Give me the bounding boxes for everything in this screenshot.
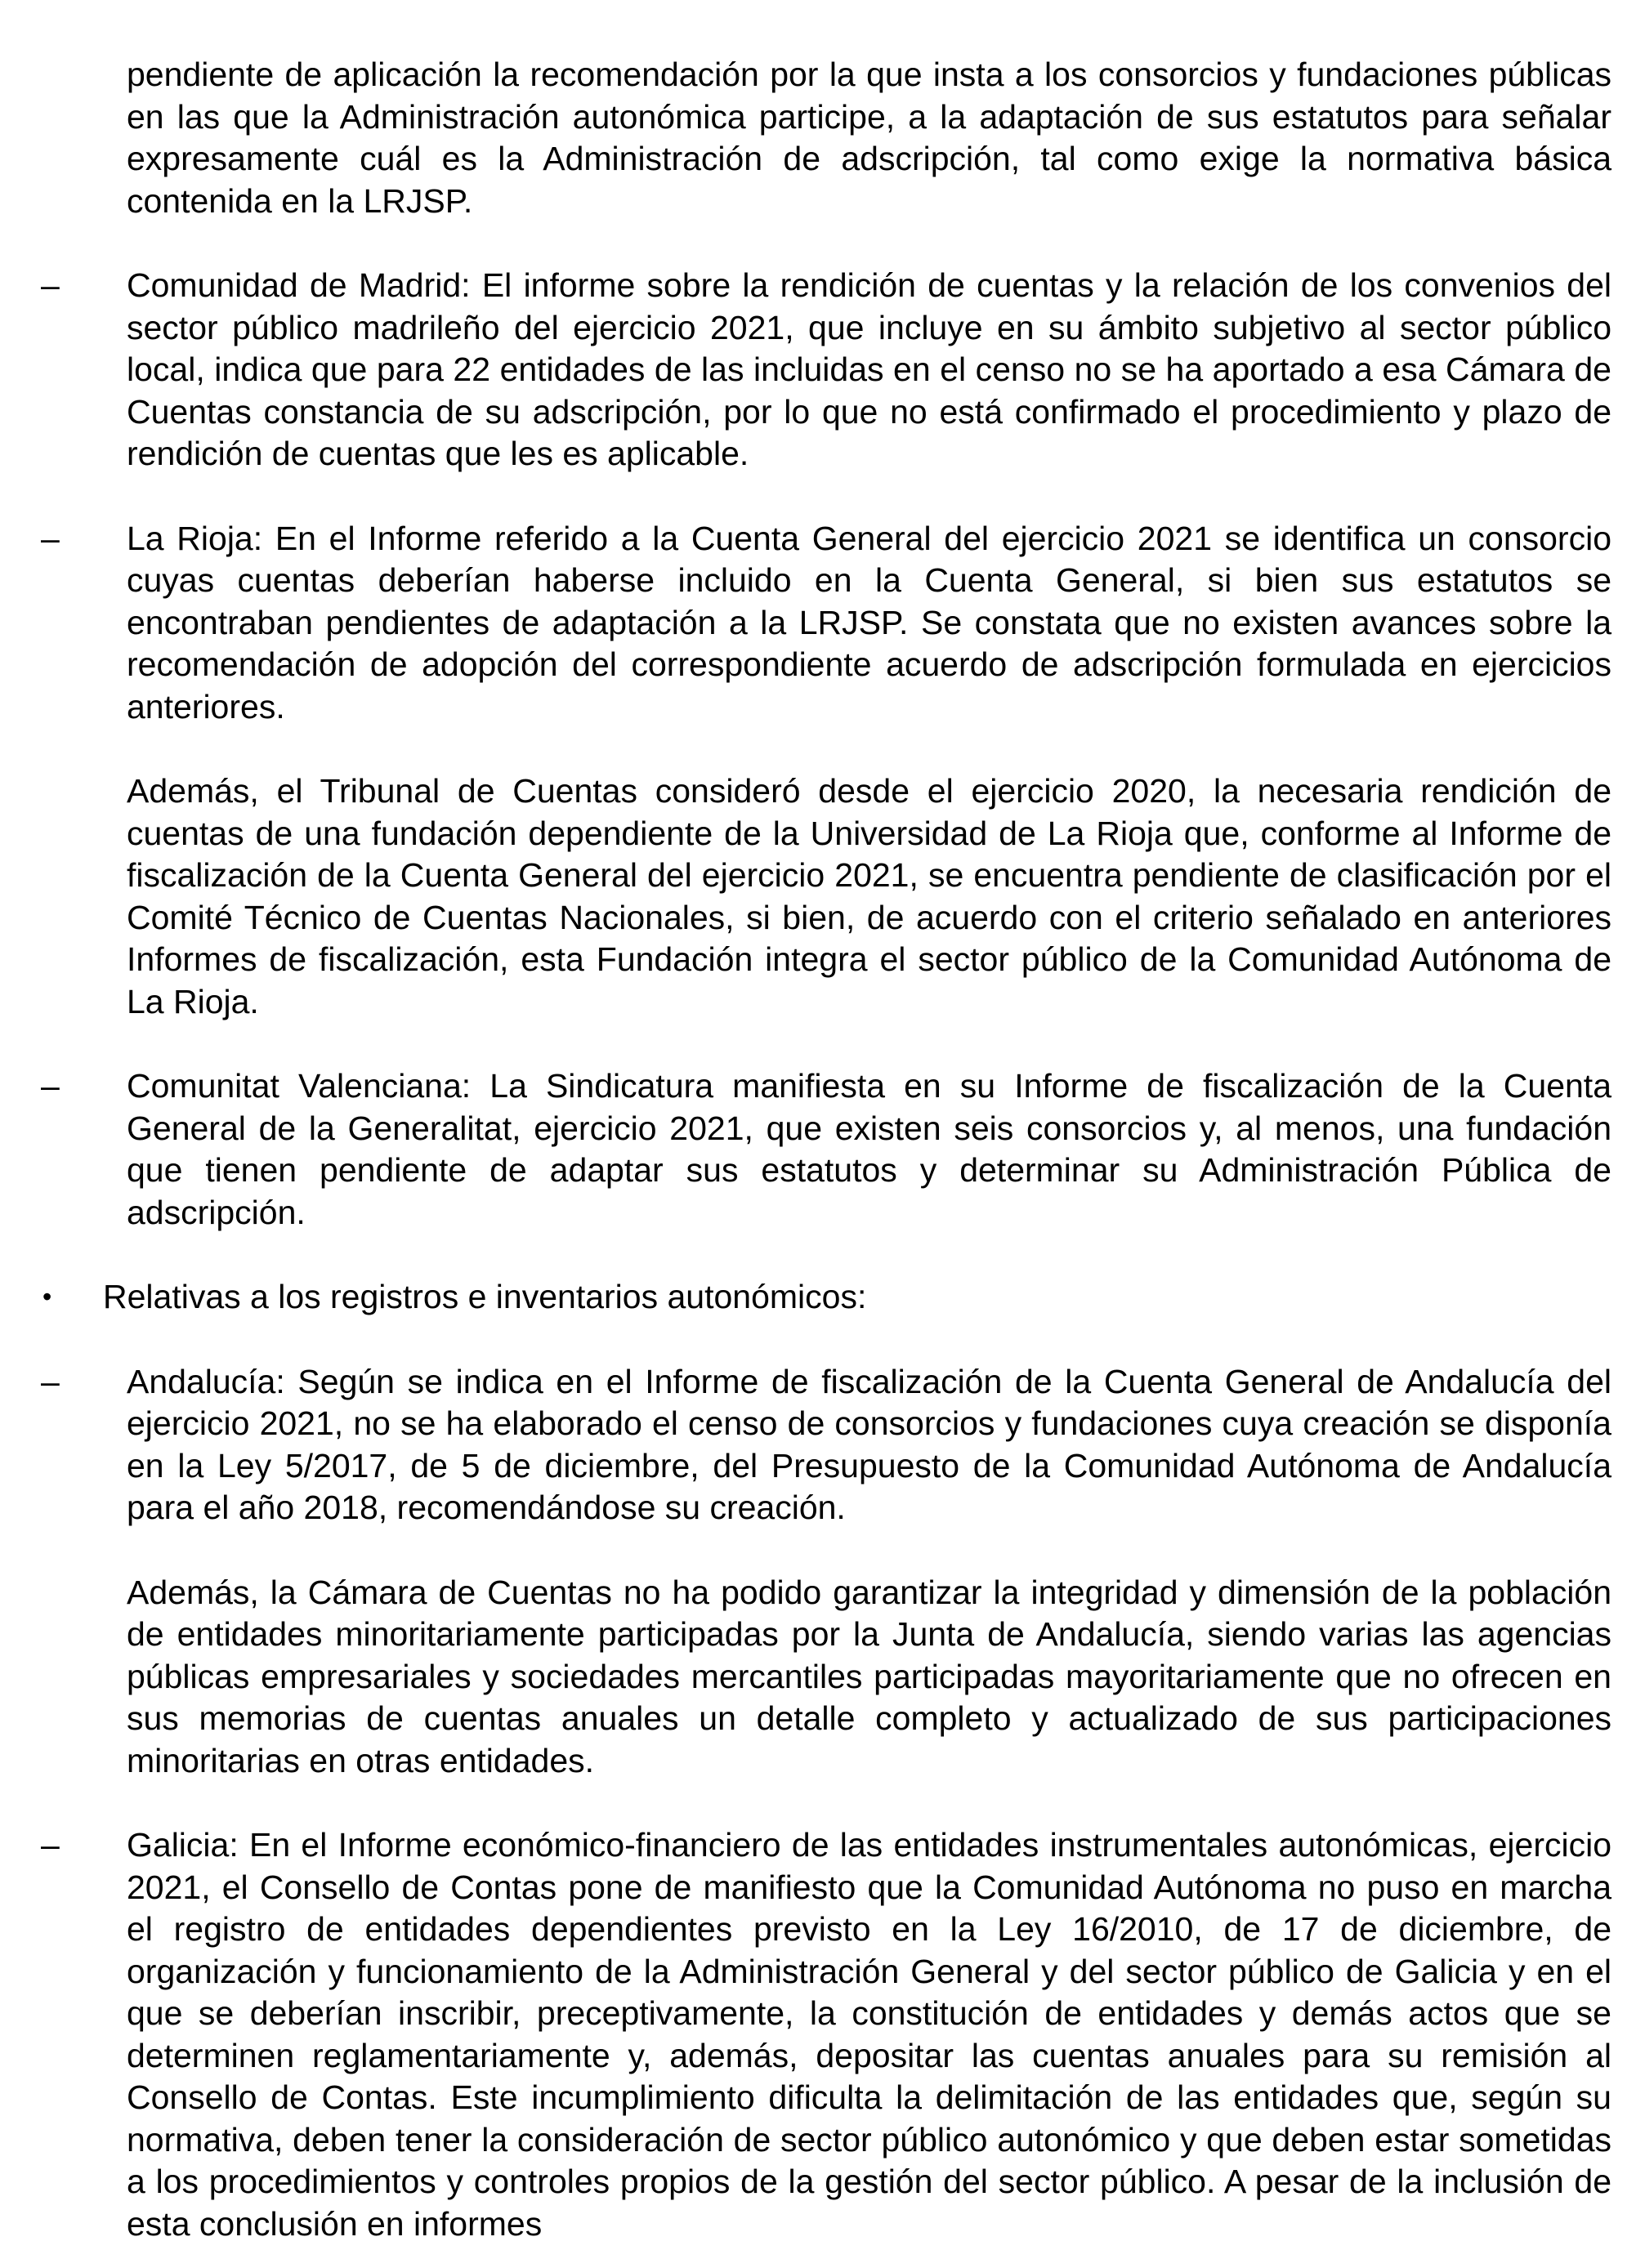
dash-item-andalucia [41, 1361, 1611, 1529]
paragraph-text: Comunidad de Madrid: El informe sobre la rendición de cuentas y la relación de los convenios del sector público madrileño del ejercicio 2021, que incluye en su ámbito subjetivo al sector público local, indica que para 22 entidades de las incluidas en el censo no se ha aportado a esa Cámara de Cuentas constancia de su adscripción, por lo que no está confirmado el procedimiento y plazo de rendición de cuentas que les es aplicable. [127, 266, 1611, 472]
paragraph-text: Además, la Cámara de Cuentas no ha podido garantizar la integridad y dimensión de la población de entidades minoritariamente participadas por la Junta de Andalucía, siendo varias las agencias públicas empresariales y sociedades mercantiles participadas mayoritariamente que no ofrecen en sus memorias de cuentas anuales un detalle completo y actualizado de sus participaciones minoritarias en otras entidades. [127, 1573, 1611, 1779]
document-body [41, 54, 1611, 2245]
paragraph-andalucia-additional [127, 1572, 1611, 1783]
dash-item-comunitat-valenciana [41, 1065, 1611, 1234]
dash-item-madrid [41, 265, 1611, 475]
bullet-item-registros [42, 1276, 1611, 1319]
dash-item-la-rioja [41, 518, 1611, 729]
dash-item-galicia [41, 1824, 1611, 2245]
bullet-marker: • [42, 1282, 52, 1311]
dash-marker: – [41, 1362, 60, 1400]
paragraph-text: Andalucía: Según se indica en el Informe de fiscalización de la Cuenta General de Andalucía del ejercicio 2021, no se ha elaborado el censo de consorcios y fundaciones cuya creación se disponía en la Ley 5/2017, de 5 de diciembre, del Presupuesto de la Comunidad Autónoma de Andalucía para el año 2018, recomendándose su creación. [127, 1362, 1611, 1526]
paragraph-text: Comunitat Valenciana: La Sindicatura manifiesta en su Informe de fiscalización de la Cuenta General de la Generalitat, ejercicio 2021, que existen seis consorcios y, al menos, una fundación que tienen pendiente de adaptar sus estatutos y determinar su Administración Pública de adscripción. [127, 1067, 1611, 1231]
dash-marker: – [41, 519, 60, 557]
dash-marker: – [41, 1067, 60, 1105]
dash-marker: – [41, 1826, 60, 1864]
paragraph-text: La Rioja: En el Informe referido a la Cuenta General del ejercicio 2021 se identifica un consorcio cuyas cuentas deberían haberse incluido en la Cuenta General, si bien sus estatutos se encontraban pendientes de adaptación a la LRJSP. Se constata que no existen avances sobre la recomendación de adopción del correspondiente acuerdo de adscripción formulada en ejercicios anteriores. [127, 519, 1611, 725]
dash-marker: – [41, 266, 60, 304]
paragraph-la-rioja-additional [127, 770, 1611, 1023]
paragraph-text: Galicia: En el Informe económico-financiero de las entidades instrumentales autonómicas, ejercicio 2021, el Consello de Contas pone de manifiesto que la Comunidad Autónoma no puso en marcha el registro de entidades dependientes previsto en la Ley 16/2010, de 17 de diciembre, de organización y funcionamiento de la Administración General y del sector público de Galicia y en el que se deberían inscribir, preceptivamente, la constitución de entidades y demás actos que se determinen reglamentariamente y, además, depositar las cuentas anuales para su remisión al Consello de Contas. Este incumplimiento dificulta la delimitación de las entidades que, según su normativa, deben tener la consideración de sector público autonómico y que deben estar sometidas a los procedimientos y controles propios de la gestión del sector público. A pesar de la inclusión de esta conclusión en informes [127, 1826, 1611, 2243]
paragraph-text: pendiente de aplicación la recomendación por la que insta a los consorcios y fundaciones públicas en las que la Administración autonómica participe, a la adaptación de sus estatutos para señalar expresamente cuál es la Administración de adscripción, tal como exige la normativa básica contenida en la LRJSP. [127, 56, 1611, 220]
paragraph-text: Además, el Tribunal de Cuentas consideró desde el ejercicio 2020, la necesaria rendición de cuentas de una fundación dependiente de la Universidad de La Rioja que, conforme al Informe de fiscalización de la Cuenta General del ejercicio 2021, se encuentra pendiente de clasificación por el Comité Técnico de Cuentas Nacionales, si bien, de acuerdo con el criterio señalado en anteriores Informes de fiscalización, esta Fundación integra el sector público de la Comunidad Autónoma de La Rioja. [127, 772, 1611, 1020]
paragraph-continuation [127, 54, 1611, 222]
paragraph-text: Relativas a los registros e inventarios autonómicos: [103, 1278, 867, 1315]
